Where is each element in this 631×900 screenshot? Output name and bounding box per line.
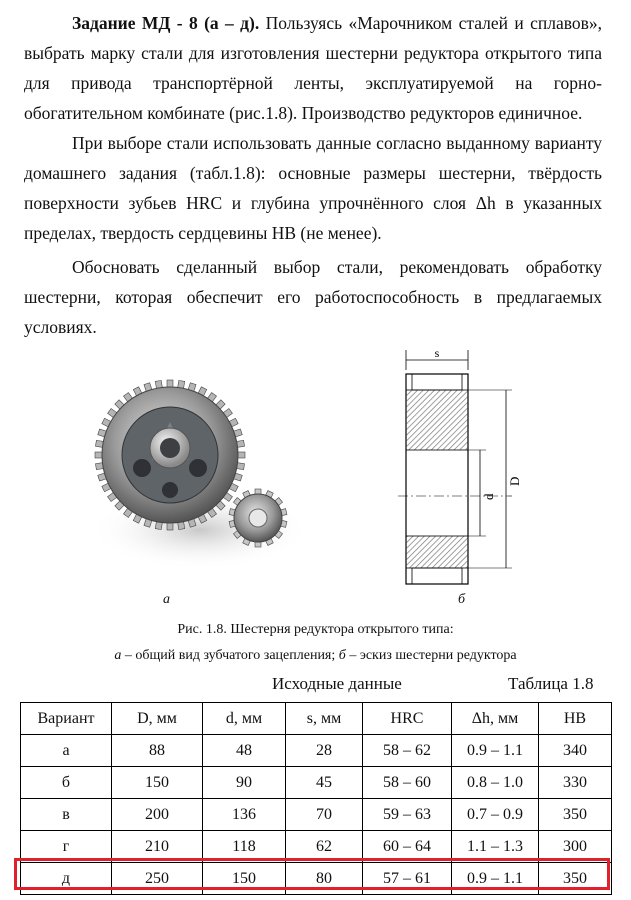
- cell: 200: [112, 799, 203, 831]
- cell: в: [21, 799, 112, 831]
- header-variant: Вариант: [21, 703, 112, 735]
- header-s: s, мм: [286, 703, 363, 735]
- cell: 59 – 63: [363, 799, 452, 831]
- header-dh: Δh, мм: [452, 703, 539, 735]
- dim-s-label: s: [434, 346, 440, 360]
- task-paragraph-3: Обосновать сделанный выбор стали, рекомендовать обработку шестерни, которая обеспечит его работоспособность в предлагаемых условиях.: [24, 257, 602, 337]
- cell: 330: [539, 767, 612, 799]
- cell: 0.9 – 1.1: [452, 735, 539, 767]
- task-paragraph-1: [24, 8, 602, 128]
- cell: 0.9 – 1.1: [452, 863, 539, 895]
- cell: 48: [203, 735, 286, 767]
- cell: 88: [112, 735, 203, 767]
- table-row: [21, 799, 612, 831]
- gear-mesh-illustration: [60, 360, 300, 590]
- header-hb: HB: [539, 703, 612, 735]
- table-row-highlighted: [21, 863, 612, 895]
- cell: 118: [203, 831, 286, 863]
- table-row: [21, 767, 612, 799]
- cell: 1.1 – 1.3: [452, 831, 539, 863]
- cell: д: [21, 863, 112, 895]
- cell: 62: [286, 831, 363, 863]
- cell: 58 – 62: [363, 735, 452, 767]
- cell: 0.7 – 0.9: [452, 799, 539, 831]
- cell: 300: [539, 831, 612, 863]
- cell: 340: [539, 735, 612, 767]
- header-d: d, мм: [203, 703, 286, 735]
- header-hrc: HRC: [363, 703, 452, 735]
- cell: 0.8 – 1.0: [452, 767, 539, 799]
- cell: а: [21, 735, 112, 767]
- cell: 45: [286, 767, 363, 799]
- figure-b-label: б: [458, 592, 466, 607]
- cell: 150: [203, 863, 286, 895]
- cell: 250: [112, 863, 203, 895]
- cell: 210: [112, 831, 203, 863]
- cell: 28: [286, 735, 363, 767]
- cell: 60 – 64: [363, 831, 452, 863]
- table-header-row: [21, 703, 612, 735]
- cell: 90: [203, 767, 286, 799]
- gear-sketch-drawing: [388, 340, 538, 590]
- table-title: Исходные данные: [272, 674, 402, 693]
- cell: 350: [539, 863, 612, 895]
- header-D: D, мм: [112, 703, 203, 735]
- cell: 150: [112, 767, 203, 799]
- cell: 58 – 60: [363, 767, 452, 799]
- dim-d-label: d: [481, 493, 496, 500]
- figure-caption-legend: а – общий вид зубчатого зацепления; б – эскиз шестерни редуктора: [114, 648, 517, 663]
- cell: 350: [539, 799, 612, 831]
- task-paragraph-2: При выборе стали использовать данные согласно выданному варианту домашнего задания (табл.1.8): основные размеры шестерни, твёрдость поверхности зубьев HRC и глубина упрочнённого слоя Δh в указанных пределах, твердость сердцевины HB (не менее).: [24, 133, 602, 243]
- cell: 136: [203, 799, 286, 831]
- figure-a-label: а: [163, 592, 170, 607]
- task-title: Задание МД - 8 (а – д).: [72, 13, 260, 33]
- cell: г: [21, 831, 112, 863]
- table-row: [21, 735, 612, 767]
- cell: б: [21, 767, 112, 799]
- cell: 80: [286, 863, 363, 895]
- dim-D-label: D: [507, 476, 522, 486]
- task-intro: Пользуясь «Марочником сталей и сплавов», выбрать марку стали для изготовления шестерни редуктора открытого типа для привода транспортёрной ленты, эксплуатируемой на горно-обогатительном комбинате (рис.1.8). Производство редукторов единичное.: [24, 13, 603, 123]
- cell: 57 – 61: [363, 863, 452, 895]
- table-number: Таблица 1.8: [508, 674, 594, 693]
- table-row: [21, 831, 612, 863]
- cell: 70: [286, 799, 363, 831]
- figure-caption: Рис. 1.8. Шестерня редуктора открытого типа:: [177, 622, 454, 637]
- source-data-table: [20, 702, 612, 895]
